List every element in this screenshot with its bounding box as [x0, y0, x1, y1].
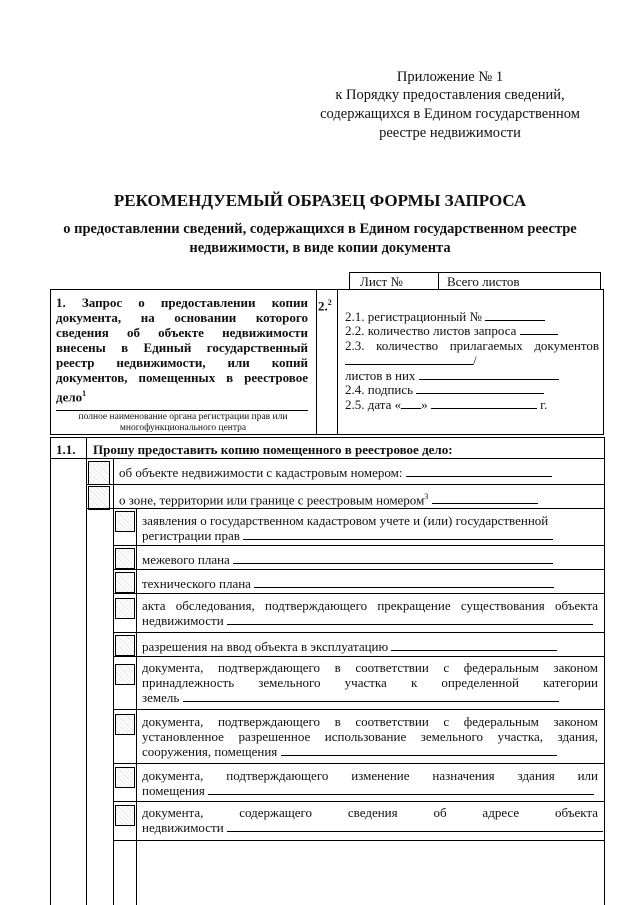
- footnote-2: 2: [327, 298, 332, 307]
- date-month-input[interactable]: [431, 397, 537, 409]
- sheet-count-input[interactable]: [520, 323, 558, 335]
- doc-technical-row: [142, 576, 554, 591]
- reg-number-row: [345, 309, 545, 324]
- signature-input[interactable]: [416, 382, 544, 394]
- section1-line1: 1. Запрос о предоставлении копии: [56, 295, 308, 310]
- doc-inspection-label: недвижимости: [142, 613, 224, 628]
- doc-inspection-input[interactable]: [227, 613, 593, 625]
- doc-checkbox-application[interactable]: [115, 511, 135, 532]
- footnote-1: 1: [82, 389, 87, 398]
- reg-number-label: 2.1. регистрационный №: [345, 309, 482, 324]
- doc-commissioning-label: разрешения на ввод объекта в эксплуатацию: [142, 639, 389, 654]
- appendix-title: Приложение № 1: [396, 69, 504, 85]
- doc-permitted-use-label: сооружения, помещения: [142, 744, 278, 759]
- doc-checkbox-survey-plan[interactable]: [115, 548, 135, 569]
- section1-line4: внесены в Единый государственный: [56, 340, 308, 355]
- sheet-number-label: Лист №: [360, 274, 403, 289]
- doc-permitted-use-input[interactable]: [281, 744, 557, 756]
- org-caption-1: полное наименование органа регистрации прав или: [78, 412, 288, 422]
- doc-technical-input[interactable]: [254, 576, 554, 588]
- org-caption-2: многофункционального центра: [119, 423, 247, 433]
- form-subtitle-1: о предоставлении сведений, содержащихся в Едином государственном реестре: [63, 221, 577, 237]
- sheet-number-cell[interactable]: [349, 272, 439, 290]
- doc-application-label: регистрации прав: [142, 528, 240, 543]
- section11-heading: Прошу предоставить копию помещенного в реестровое дело:: [93, 442, 453, 457]
- doc-survey-input[interactable]: [233, 552, 553, 564]
- doc-purpose-change-line2: [142, 783, 594, 798]
- doc-application-line1: заявления о государственном кадастровом учете и (или) государственной: [142, 513, 549, 528]
- slash: /: [473, 353, 477, 368]
- section11-number: 1.1.: [56, 442, 76, 457]
- section1-line2: документа, на основании которого: [56, 310, 308, 325]
- section1-line7: [56, 386, 86, 404]
- doc-land-category-line2: принадлежность земельного участка к определенной категории: [142, 675, 598, 690]
- doc-checkbox-technical-plan[interactable]: [115, 572, 135, 593]
- doc-commissioning-input[interactable]: [391, 639, 557, 651]
- section2-number-text: 2.: [318, 298, 328, 314]
- doc-purpose-change-line1: документа, подтверждающего изменение назначения здания или: [142, 768, 598, 783]
- doc-land-category-label: земель: [142, 690, 180, 705]
- object-cadastral-input[interactable]: [406, 465, 552, 477]
- section1-last-word: дело: [56, 389, 83, 405]
- section1-line3: сведения об объекте недвижимости: [56, 325, 308, 340]
- date-mid: »: [421, 397, 428, 412]
- sheets-in-row: [345, 368, 559, 383]
- doc-land-category-input[interactable]: [183, 690, 559, 702]
- doc-inspection-line2: [142, 613, 593, 628]
- sheets-in-input[interactable]: [419, 368, 559, 380]
- doc-checkbox-commissioning[interactable]: [115, 635, 135, 656]
- doc-purpose-change-label: помещения: [142, 783, 205, 798]
- doc-commissioning-row: [142, 639, 557, 654]
- appendix-subtitle-2: содержащихся в Едином государственном: [320, 106, 580, 122]
- doc-inspection-line1: акта обследования, подтверждающего прекращение существования объекта: [142, 598, 598, 613]
- section2-number: [318, 295, 332, 313]
- object-cadastral-checkbox[interactable]: [88, 461, 110, 485]
- attached-docs-row: [345, 353, 477, 368]
- zone-checkbox[interactable]: [88, 486, 110, 510]
- doc-checkbox-land-category[interactable]: [115, 664, 135, 685]
- doc-checkbox-purpose-change[interactable]: [115, 767, 135, 788]
- form-subtitle-2: недвижимости, в виде копии документа: [189, 240, 451, 256]
- attached-docs-input[interactable]: [345, 353, 473, 365]
- doc-land-category-line3: [142, 690, 559, 705]
- doc-survey-row: [142, 552, 553, 567]
- doc-application-line2: [142, 528, 553, 543]
- doc-checkbox-inspection-act[interactable]: [115, 598, 135, 619]
- doc-address-label: недвижимости: [142, 820, 224, 835]
- section1-line6: документов, помещенных в реестровое: [56, 370, 308, 385]
- doc-land-category-line1: документа, подтверждающего в соответствии с федеральным законом: [142, 660, 598, 675]
- date-prefix: 2.5. дата «: [345, 397, 402, 412]
- doc-application-input[interactable]: [243, 528, 553, 540]
- total-sheets-cell[interactable]: [438, 272, 601, 290]
- doc-address-line1: документа, содержащего сведения об адресе объекта: [142, 805, 598, 820]
- doc-checkbox-address[interactable]: [115, 805, 135, 826]
- doc-permitted-use-line1: документа, подтверждающего в соответствии с федеральным законом: [142, 714, 598, 729]
- date-day-input[interactable]: [401, 397, 421, 409]
- footnote-3: 3: [424, 492, 429, 501]
- appendix-subtitle-3: реестре недвижимости: [379, 125, 521, 141]
- doc-survey-label: межевого плана: [142, 552, 230, 567]
- object-cadastral-row: [119, 465, 552, 480]
- doc-permitted-use-line3: [142, 744, 557, 759]
- section1-line5: реестр недвижимости, или копий: [56, 355, 308, 370]
- object-cadastral-label: об объекте недвижимости с кадастровым номером:: [119, 465, 403, 480]
- reg-number-input[interactable]: [485, 309, 545, 321]
- org-name-line[interactable]: [56, 410, 308, 411]
- doc-technical-label: технического плана: [142, 576, 251, 591]
- attached-docs-label: 2.3. количество прилагаемых документов: [345, 338, 599, 353]
- doc-address-input[interactable]: [227, 820, 603, 832]
- form-title: РЕКОМЕНДУЕМЫЙ ОБРАЗЕЦ ФОРМЫ ЗАПРОСА: [113, 191, 527, 210]
- doc-address-line2: [142, 820, 603, 835]
- sheet-count-row: [345, 323, 558, 338]
- appendix-subtitle-1: к Порядку предоставления сведений,: [335, 87, 565, 103]
- zone-input[interactable]: [432, 492, 538, 504]
- date-suffix: г.: [540, 397, 548, 412]
- signature-row: [345, 382, 544, 397]
- doc-checkbox-permitted-use[interactable]: [115, 714, 135, 735]
- signature-label: 2.4. подпись: [345, 382, 414, 397]
- sheet-count-label: 2.2. количество листов запроса: [345, 323, 517, 338]
- zone-label: о зоне, территории или границе с реестровым номером: [119, 492, 425, 508]
- doc-permitted-use-line2: установленное разрешенное использование земельного участка, здания,: [142, 729, 598, 744]
- zone-row: [119, 489, 538, 507]
- sheets-in-label: листов в них: [345, 368, 416, 383]
- doc-purpose-change-input[interactable]: [208, 783, 594, 795]
- date-row: [345, 397, 547, 412]
- total-sheets-label: Всего листов: [447, 274, 520, 289]
